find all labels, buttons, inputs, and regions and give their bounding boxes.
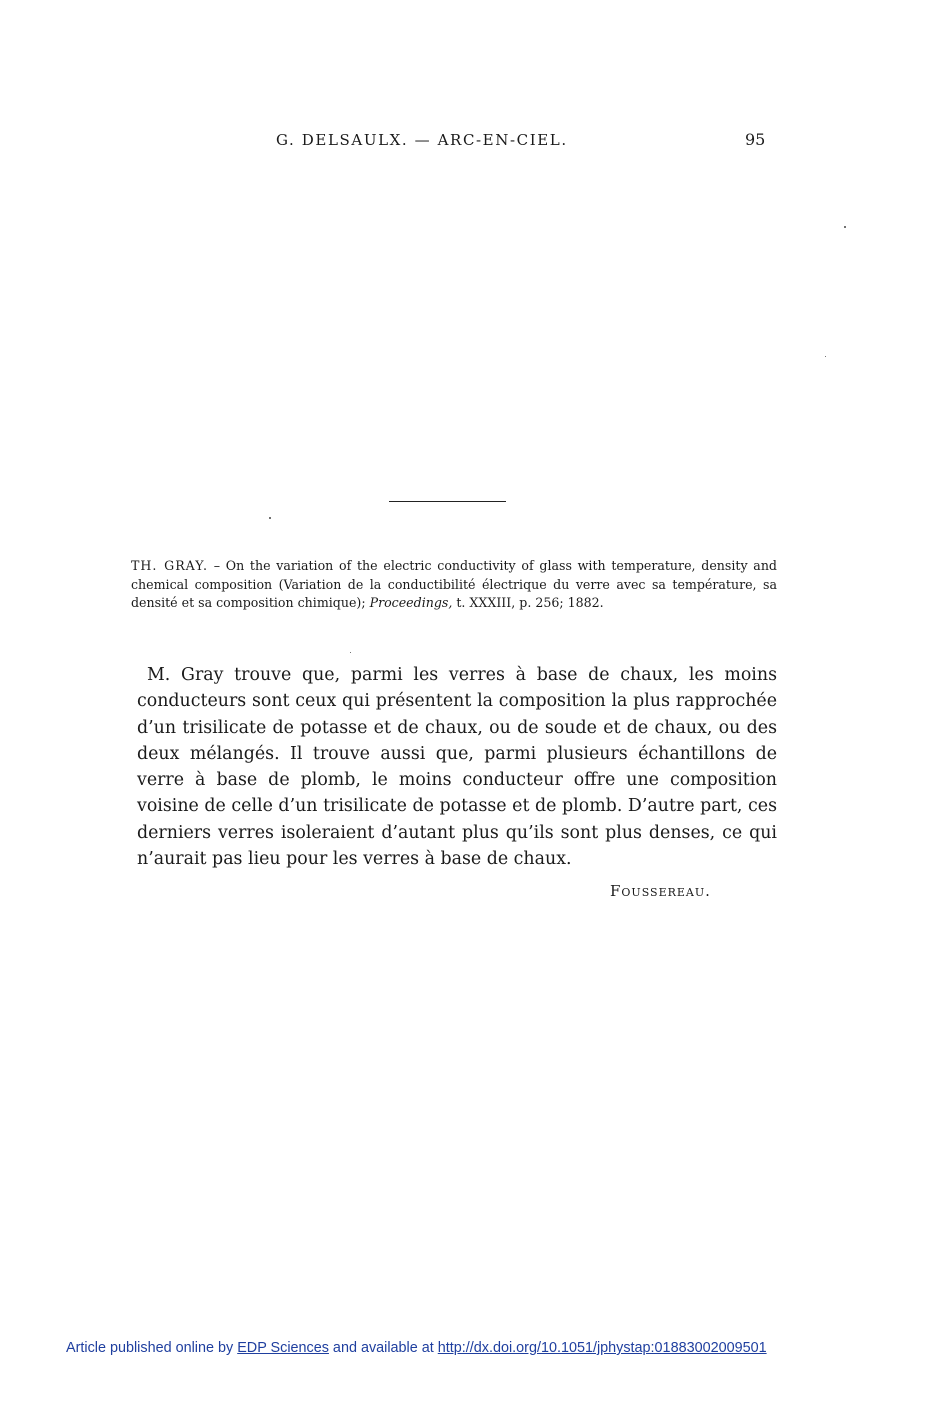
- reference-title: – On the variation of the electric conductivity of glass with temperature, density and chemical composition (Variation de la conductibilité électrique du verre avec sa température, sa densité et sa composition chimique);: [131, 558, 777, 610]
- scan-speck: [269, 517, 271, 519]
- bibliographic-reference: [131, 557, 777, 613]
- reference-author: TH. GRAY.: [131, 558, 208, 573]
- publisher-link[interactable]: EDP Sciences: [237, 1340, 329, 1356]
- running-head: G. DELSAULX. — ARC-EN-CIEL.: [276, 131, 568, 149]
- scan-speck: [825, 356, 826, 357]
- publication-footer: [66, 1340, 767, 1356]
- abstract-body: [137, 662, 777, 872]
- doi-link[interactable]: http://dx.doi.org/10.1051/jphystap:01883002009501: [437, 1340, 767, 1356]
- page-number: 95: [745, 130, 766, 149]
- abstract-paragraph: M. Gray trouve que, parmi les verres à base de chaux, les moins conducteurs sont ceux qui présentent la composition la plus rapprochée d’un trisilicate de potasse et de chaux, ou de soude et de chaux, ou des deux mélangés. Il trouve aussi que, parmi plusieurs échantillons de verre à base de plomb, le moins conducteur offre une composition voisine de celle d’un trisilicate de potasse et de plomb. D’autre part, ces derniers verres isoleraient d’autant plus qu’ils sont plus denses, ce qui n’aurait pas lieu pour les verres à base de chaux.: [137, 665, 777, 870]
- section-divider: [389, 501, 506, 502]
- abstract-signature: Foussereau.: [610, 882, 711, 900]
- scan-speck: [844, 226, 846, 228]
- footer-prefix: Article published online by: [66, 1340, 238, 1356]
- reference-journal: Proceedings,: [369, 595, 453, 610]
- reference-details: t. XXXIII, p. 256; 1882.: [452, 595, 604, 610]
- scan-speck: [350, 652, 351, 653]
- footer-middle: and available at: [328, 1340, 438, 1356]
